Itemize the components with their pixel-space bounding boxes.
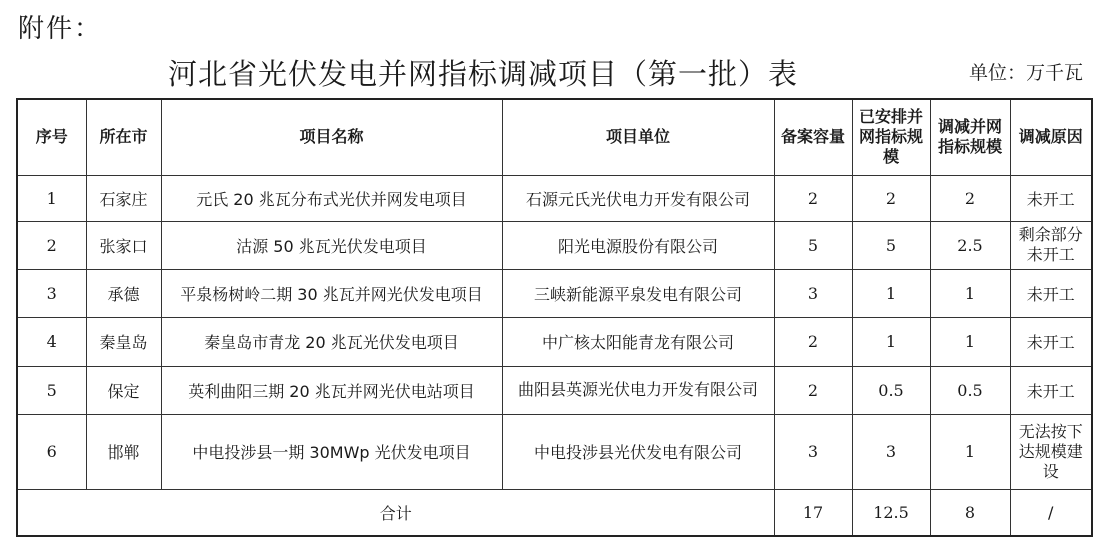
header-reason: 调减原因 xyxy=(1010,99,1092,175)
attachment-label: 附件： xyxy=(18,14,103,44)
total-reason: / xyxy=(1010,489,1092,536)
cell-capacity: 5 xyxy=(774,221,852,269)
cell-arranged: 0.5 xyxy=(852,366,930,414)
cell-company: 中电投涉县光伏发电有限公司 xyxy=(502,414,774,489)
cell-arranged: 2 xyxy=(852,175,930,221)
table-row xyxy=(17,175,1092,221)
cell-project-name: 平泉杨树岭二期 30 兆瓦并网光伏发电项目 xyxy=(161,269,502,317)
cell-reduced: 2 xyxy=(930,175,1010,221)
table-row xyxy=(17,317,1092,366)
cell-company: 石源元氏光伏电力开发有限公司 xyxy=(502,175,774,221)
table-row xyxy=(17,414,1092,489)
cell-capacity: 2 xyxy=(774,317,852,366)
cell-project-name: 元氏 20 兆瓦分布式光伏并网发电项目 xyxy=(161,175,502,221)
cell-company: 阳光电源股份有限公司 xyxy=(502,221,774,269)
cell-project-name: 英利曲阳三期 20 兆瓦并网光伏电站项目 xyxy=(161,366,502,414)
header-reduced: 调减并网指标规模 xyxy=(930,99,1010,175)
cell-reduced: 1 xyxy=(930,414,1010,489)
table-row xyxy=(17,366,1092,414)
cell-company: 三峡新能源平泉发电有限公司 xyxy=(502,269,774,317)
cell-no: 5 xyxy=(17,366,86,414)
header-capacity: 备案容量 xyxy=(774,99,852,175)
cell-reason: 未开工 xyxy=(1010,269,1092,317)
document-title: 河北省光伏发电并网指标调减项目（第一批）表 xyxy=(168,57,799,91)
cell-company: 曲阳县英源光伏电力开发有限公司 xyxy=(502,366,774,414)
cell-reason: 未开工 xyxy=(1010,317,1092,366)
cell-reason: 无法按下达规模建设 xyxy=(1010,414,1092,489)
cell-city: 石家庄 xyxy=(86,175,161,221)
cell-reason: 未开工 xyxy=(1010,175,1092,221)
header-no: 序号 xyxy=(17,99,86,175)
cell-no: 4 xyxy=(17,317,86,366)
unit-label: 单位：万千瓦 xyxy=(968,62,1083,84)
cell-no: 2 xyxy=(17,221,86,269)
cell-arranged: 5 xyxy=(852,221,930,269)
cell-reduced: 2.5 xyxy=(930,221,1010,269)
cell-reduced: 0.5 xyxy=(930,366,1010,414)
table-row xyxy=(17,269,1092,317)
cell-reduced: 1 xyxy=(930,269,1010,317)
cell-no: 1 xyxy=(17,175,86,221)
total-capacity: 17 xyxy=(774,489,852,536)
cell-project-name: 秦皇岛市青龙 20 兆瓦光伏发电项目 xyxy=(161,317,502,366)
header-project-name: 项目名称 xyxy=(161,99,502,175)
cell-capacity: 2 xyxy=(774,175,852,221)
header-city: 所在市 xyxy=(86,99,161,175)
cell-city: 秦皇岛 xyxy=(86,317,161,366)
cell-no: 3 xyxy=(17,269,86,317)
cell-no: 6 xyxy=(17,414,86,489)
cell-arranged: 1 xyxy=(852,269,930,317)
total-label: 合计 xyxy=(17,489,774,536)
cell-reason: 未开工 xyxy=(1010,366,1092,414)
cell-project-name: 沽源 50 兆瓦光伏发电项目 xyxy=(161,221,502,269)
total-arranged: 12.5 xyxy=(852,489,930,536)
table-header-row xyxy=(17,99,1092,175)
cell-city: 承德 xyxy=(86,269,161,317)
cell-project-name: 中电投涉县一期 30MWp 光伏发电项目 xyxy=(161,414,502,489)
header-arranged: 已安排并网指标规模 xyxy=(852,99,930,175)
cell-arranged: 1 xyxy=(852,317,930,366)
cell-company: 中广核太阳能青龙有限公司 xyxy=(502,317,774,366)
cell-arranged: 3 xyxy=(852,414,930,489)
cell-city: 保定 xyxy=(86,366,161,414)
total-reduced: 8 xyxy=(930,489,1010,536)
cell-capacity: 3 xyxy=(774,414,852,489)
cell-reduced: 1 xyxy=(930,317,1010,366)
cell-city: 邯郸 xyxy=(86,414,161,489)
cell-capacity: 3 xyxy=(774,269,852,317)
cell-city: 张家口 xyxy=(86,221,161,269)
table-row xyxy=(17,221,1092,269)
cell-capacity: 2 xyxy=(774,366,852,414)
total-row xyxy=(17,489,1092,536)
header-company: 项目单位 xyxy=(502,99,774,175)
reduction-table xyxy=(16,98,1093,537)
cell-reason: 剩余部分未开工 xyxy=(1010,221,1092,269)
